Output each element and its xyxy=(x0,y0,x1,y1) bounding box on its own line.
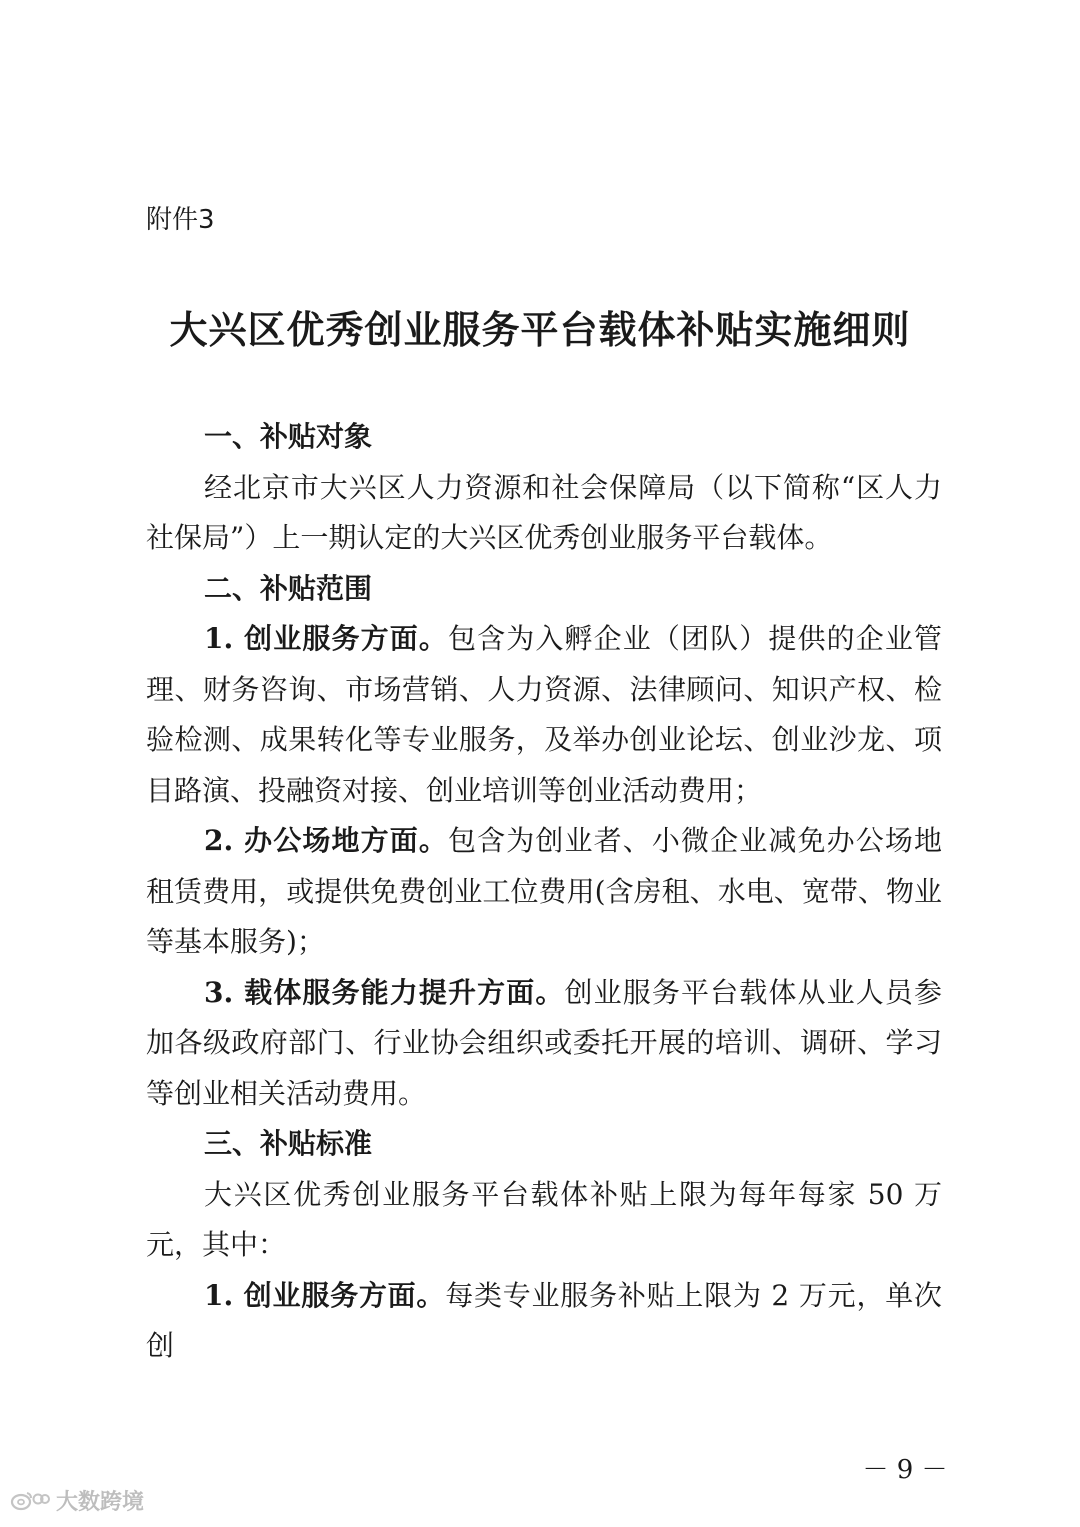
paragraph-text: 包含为入孵企业（团队）提供的企业管理、财务咨询、市场营销、人力资源、法律顾问、知识产权、检验检测、成果转化等专业服务，及举办创业论坛、创业沙龙、项目路演、投融资对接、创业培训等创业活动费用； xyxy=(146,622,942,807)
paragraph-text: 大兴区优秀创业服务平台载体补贴上限为每年每家 50 万元，其中： xyxy=(146,1177,942,1261)
document-title: 大兴区优秀创业服务平台载体补贴实施细则 xyxy=(169,307,911,352)
attachment-label: 附件3 xyxy=(146,205,215,235)
paragraph-label: 1. 创业服务方面。 xyxy=(204,622,448,655)
section-heading: 二、补贴范围 xyxy=(204,571,373,605)
page-number: － 9 － xyxy=(862,1455,948,1485)
body-paragraph xyxy=(146,614,942,816)
weibo-logo-icon xyxy=(10,1489,50,1511)
paragraph-text: 经北京市大兴区人力资源和社会保障局（以下简称“区人力社保局”）上一期认定的大兴区优秀创业服务平台载体。 xyxy=(146,470,942,554)
body-paragraph xyxy=(146,968,942,1120)
body-paragraph xyxy=(146,463,942,564)
paragraph-label: 1. 创业服务方面。 xyxy=(204,1278,446,1312)
body-paragraph xyxy=(146,1271,942,1372)
paragraph-label: 3. 载体服务能力提升方面。 xyxy=(204,975,565,1009)
paragraph-text: 每类专业服务补贴上限为 2 万元，单次创 xyxy=(146,1278,942,1362)
body-paragraph xyxy=(146,1170,942,1271)
paragraph-label: 2. 办公场地方面。 xyxy=(204,824,448,857)
paragraph-text: 创业服务平台载体从业人员参加各级政府部门、行业协会组织或委托开展的培训、调研、学习等创业相关活动费用。 xyxy=(146,975,942,1110)
document-body xyxy=(146,412,942,1372)
section-heading: 一、补贴对象 xyxy=(204,420,373,453)
body-paragraph xyxy=(146,816,942,968)
paragraph-text: 包含为创业者、小微企业减免办公场地租赁费用，或提供免费创业工位费用(含房租、水电、宽带、物业等基本服务)； xyxy=(146,824,942,958)
watermark xyxy=(10,1485,144,1515)
section-heading: 三、补贴标准 xyxy=(204,1127,373,1160)
watermark-text: 大数跨境 xyxy=(56,1489,145,1515)
